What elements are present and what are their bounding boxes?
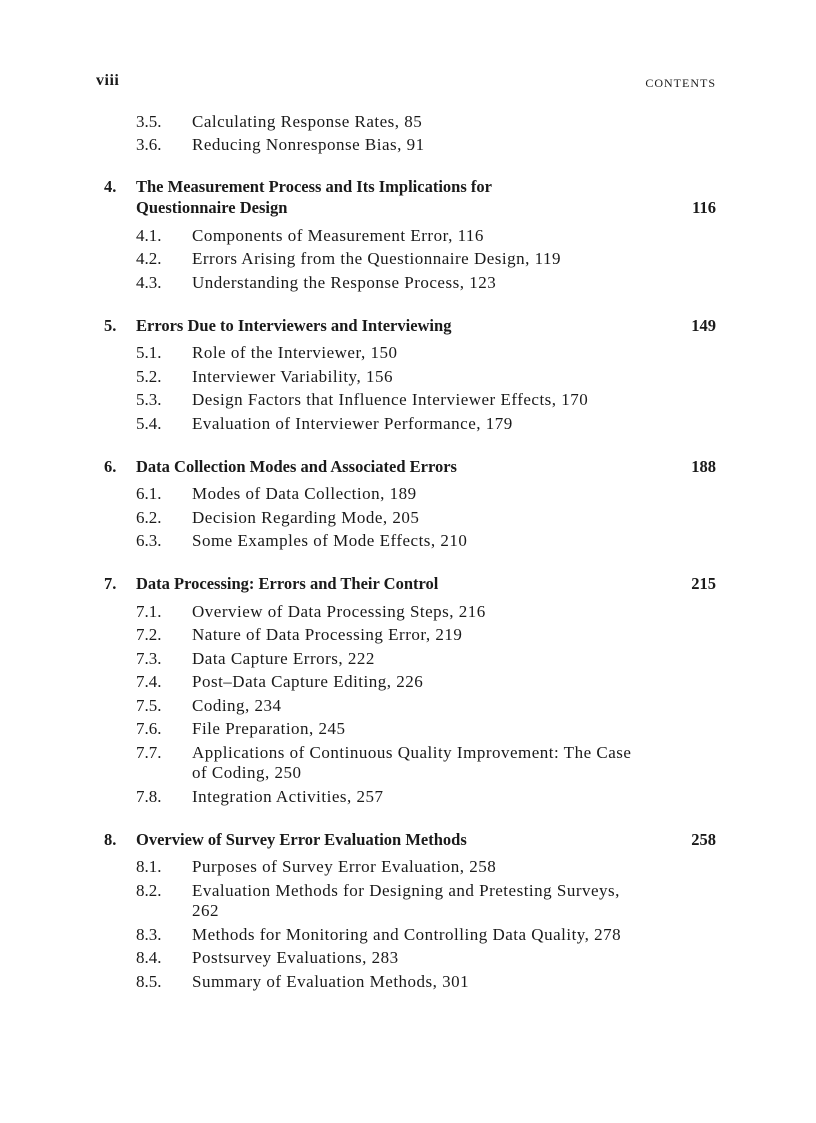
chapter-block (0, 176, 816, 295)
chapter-title: Data Collection Modes and Associated Errors (136, 456, 457, 476)
section-number: 6.2. (136, 507, 162, 527)
toc-section-entry[interactable] (0, 856, 816, 880)
toc-chapter-entry[interactable] (0, 456, 816, 477)
section-title: Coding, 234 (192, 695, 282, 715)
section-number: 8.4. (136, 948, 162, 967)
section-number: 8.1. (136, 857, 162, 876)
chapter-number: 6. (104, 456, 117, 476)
section-title: Reducing Nonresponse Bias, 91 (192, 135, 425, 154)
section-title: Integration Activities, 257 (192, 786, 384, 806)
toc-chapter-entry[interactable] (0, 176, 816, 218)
section-title: Interviewer Variability, 156 (192, 366, 393, 386)
toc-section-entry[interactable] (0, 271, 816, 295)
toc-section-entry[interactable] (0, 923, 816, 947)
section-title: Decision Regarding Mode, 205 (192, 507, 420, 527)
section-title: Purposes of Survey Error Evaluation, 258 (192, 857, 497, 876)
chapter-number: 8. (104, 829, 117, 849)
toc-section-entry[interactable] (0, 412, 816, 436)
page-header (0, 72, 816, 94)
section-title: Calculating Response Rates, 85 (192, 111, 423, 131)
section-title: File Preparation, 245 (192, 719, 346, 738)
section-title: Evaluation Methods for Designing and Pretesting Surveys, 262 (192, 880, 620, 920)
section-number: 4.2. (136, 249, 162, 268)
toc-section-entry[interactable] (0, 389, 816, 413)
section-title: Some Examples of Mode Effects, 210 (192, 531, 468, 550)
toc-section-entry[interactable] (0, 741, 816, 785)
section-number: 4.1. (136, 225, 162, 245)
toc-section-entry[interactable] (0, 718, 816, 742)
toc-section-entry[interactable] (0, 671, 816, 695)
section-title: Evaluation of Interviewer Performance, 179 (192, 413, 513, 433)
section-title: Applications of Continuous Quality Improvement: The Case of Coding, 250 (192, 742, 632, 782)
section-number: 8.2. (136, 880, 162, 900)
section-number: 7.6. (136, 719, 162, 738)
section-number: 7.7. (136, 742, 162, 762)
toc-chapter-entry[interactable] (0, 315, 816, 336)
toc-section-entry[interactable] (0, 530, 816, 554)
chapter-page-number: 215 (691, 574, 716, 593)
toc-section-entry[interactable] (0, 647, 816, 671)
section-title: Overview of Data Processing Steps, 216 (192, 601, 486, 621)
section-number: 3.6. (136, 135, 162, 154)
continued-sections (0, 110, 816, 157)
chapter-page-number: 258 (691, 829, 716, 849)
page-number: viii (96, 72, 120, 89)
section-number: 7.4. (136, 672, 162, 691)
section-number: 5.3. (136, 390, 162, 409)
section-title: Modes of Data Collection, 189 (192, 484, 417, 503)
section-title: Design Factors that Influence Interviewer Effects, 170 (192, 390, 589, 409)
section-title: Nature of Data Processing Error, 219 (192, 625, 463, 644)
chapter-title: Errors Due to Interviewers and Interviewing (136, 315, 452, 335)
toc-section-entry[interactable] (0, 342, 816, 366)
chapter-block (0, 315, 816, 436)
toc-section-entry[interactable] (0, 947, 816, 971)
toc-section-entry[interactable] (0, 600, 816, 624)
chapter-block (0, 573, 816, 809)
running-head: CONTENTS (645, 76, 716, 90)
section-number: 7.1. (136, 601, 162, 621)
section-number: 6.1. (136, 484, 162, 503)
toc-section-entry[interactable] (0, 624, 816, 648)
section-number: 8.3. (136, 924, 162, 944)
toc-section-entry[interactable] (0, 483, 816, 507)
section-number: 6.3. (136, 531, 162, 550)
toc-chapter-entry[interactable] (0, 829, 816, 850)
chapter-title: Data Processing: Errors and Their Control (136, 574, 439, 593)
toc-section-entry[interactable] (0, 134, 816, 158)
toc-section-entry[interactable] (0, 248, 816, 272)
toc-section-entry[interactable] (0, 365, 816, 389)
section-number: 7.8. (136, 786, 162, 806)
section-number: 7.2. (136, 625, 162, 644)
section-number: 5.2. (136, 366, 162, 386)
section-title: Methods for Monitoring and Controlling Data Quality, 278 (192, 924, 622, 944)
section-title: Postsurvey Evaluations, 283 (192, 948, 399, 967)
toc-section-entry[interactable] (0, 785, 816, 809)
section-number: 5.4. (136, 413, 162, 433)
section-number: 4.3. (136, 272, 162, 292)
chapter-page-number: 116 (692, 198, 716, 217)
section-number: 7.3. (136, 648, 162, 668)
section-title: Errors Arising from the Questionnaire Design, 119 (192, 249, 561, 268)
section-number: 5.1. (136, 343, 162, 362)
toc-section-entry[interactable] (0, 879, 816, 923)
chapter-number: 4. (104, 177, 117, 196)
section-title: Data Capture Errors, 222 (192, 648, 375, 668)
toc-section-entry[interactable] (0, 224, 816, 248)
section-number: 7.5. (136, 695, 162, 715)
toc-section-entry[interactable] (0, 110, 816, 134)
chapter-number: 7. (104, 574, 117, 593)
chapter-page-number: 188 (691, 456, 716, 476)
chapter-number: 5. (104, 315, 117, 335)
toc-chapter-entry[interactable] (0, 573, 816, 594)
chapter-block (0, 829, 816, 994)
chapter-title: Overview of Survey Error Evaluation Methods (136, 829, 467, 849)
toc-section-entry[interactable] (0, 506, 816, 530)
chapter-page-number: 149 (691, 315, 716, 335)
table-of-contents (0, 110, 816, 1014)
toc-section-entry[interactable] (0, 970, 816, 994)
chapter-block (0, 456, 816, 554)
section-number: 3.5. (136, 111, 162, 131)
section-title: Summary of Evaluation Methods, 301 (192, 971, 470, 991)
section-number: 8.5. (136, 971, 162, 991)
section-title: Understanding the Response Process, 123 (192, 272, 497, 292)
chapter-title: The Measurement Process and Its Implications for Questionnaire Design (136, 177, 492, 217)
section-title: Components of Measurement Error, 116 (192, 225, 484, 245)
section-title: Post–Data Capture Editing, 226 (192, 672, 424, 691)
toc-section-entry[interactable] (0, 694, 816, 718)
section-title: Role of the Interviewer, 150 (192, 343, 398, 362)
